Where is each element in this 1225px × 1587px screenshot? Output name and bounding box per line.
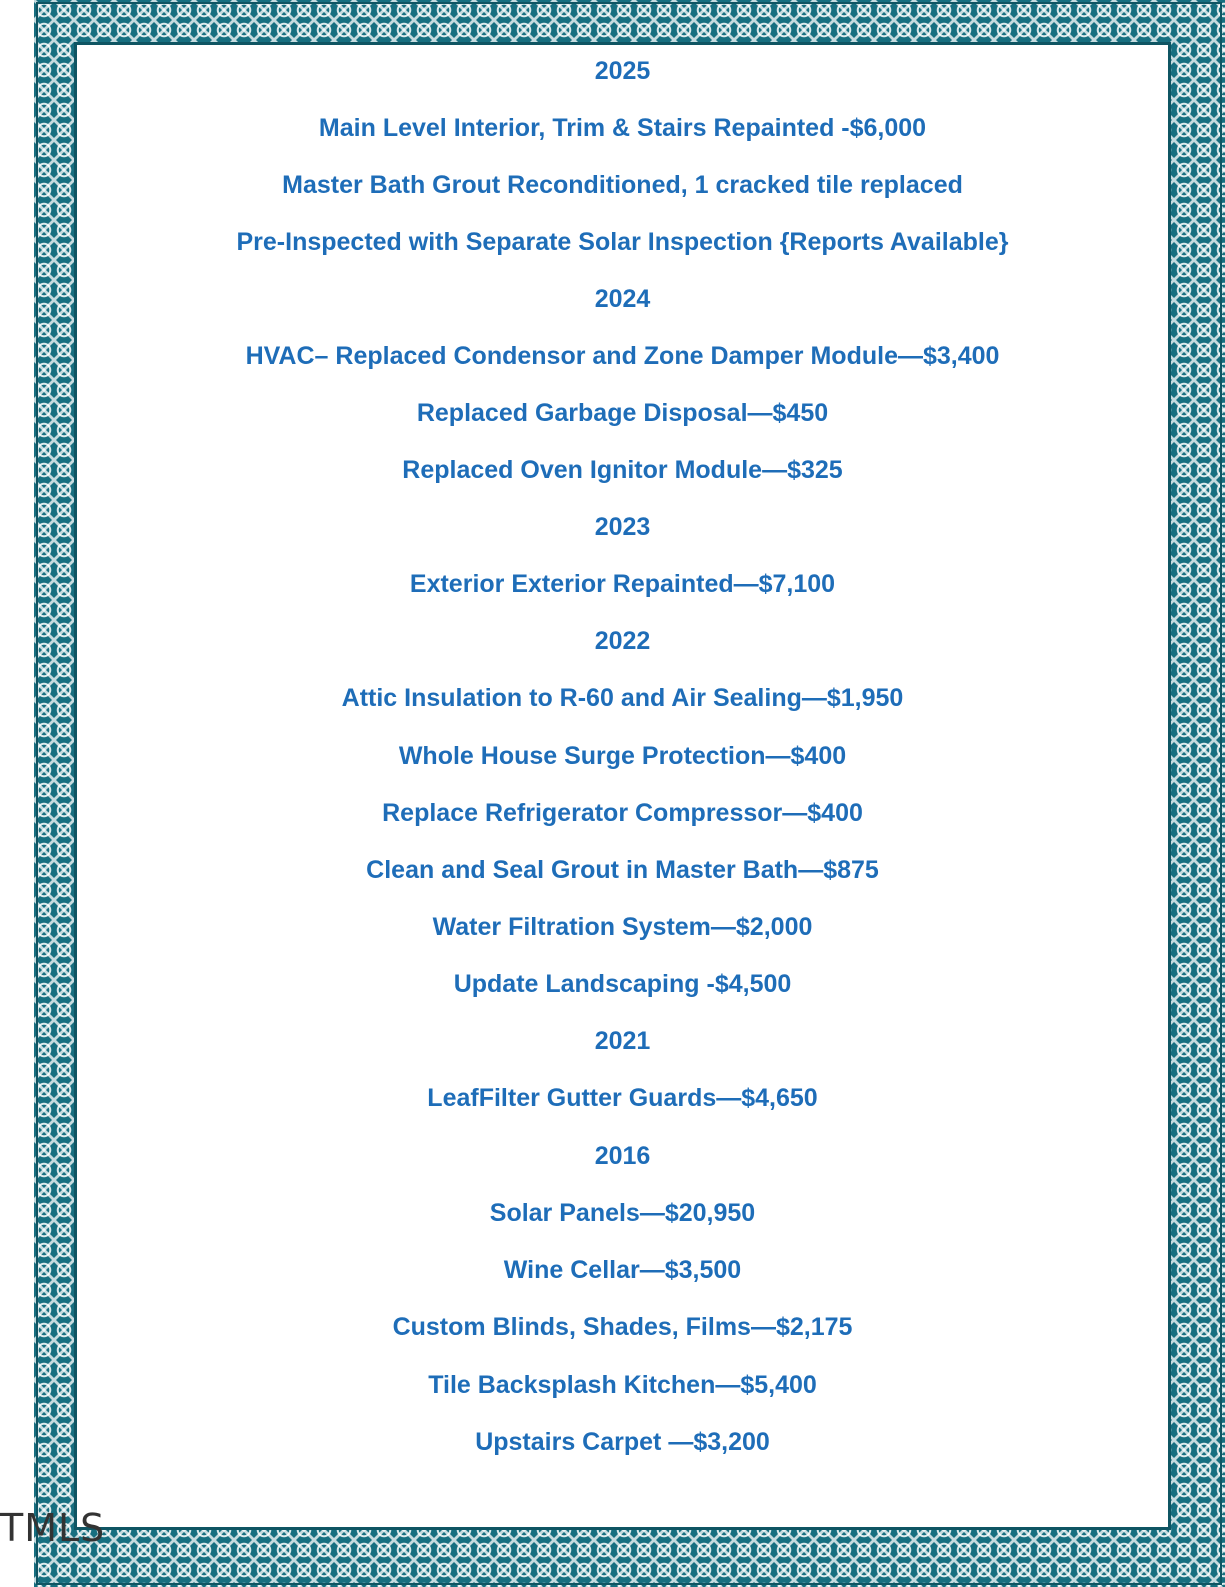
list-item: Custom Blinds, Shades, Films—$2,175	[392, 1313, 853, 1341]
list-item: Master Bath Grout Reconditioned, 1 cracked tile replaced	[282, 171, 963, 199]
list-item: Main Level Interior, Trim & Stairs Repainted -$6,000	[318, 114, 927, 142]
list-item: Pre-Inspected with Separate Solar Inspection {Reports Available}	[236, 228, 1009, 256]
year-heading-2022: 2022	[594, 627, 651, 655]
mls-watermark: TMLS	[0, 1506, 106, 1550]
list-item: Water Filtration System—$2,000	[432, 913, 813, 941]
list-item: Update Landscaping -$4,500	[453, 970, 792, 998]
list-item: Clean and Seal Grout in Master Bath—$875	[366, 856, 879, 884]
list-item: Replace Refrigerator Compressor—$400	[382, 799, 863, 827]
list-item: Exterior Exterior Repainted—$7,100	[409, 570, 836, 598]
list-item: Tile Backsplash Kitchen—$5,400	[428, 1371, 817, 1399]
year-heading-2025: 2025	[594, 57, 651, 85]
list-item: Replaced Oven Ignitor Module—$325	[402, 456, 843, 484]
year-heading-2016: 2016	[594, 1142, 651, 1170]
list-item: LeafFilter Gutter Guards—$4,650	[427, 1084, 818, 1112]
year-heading-2023: 2023	[594, 513, 651, 541]
year-heading-2024: 2024	[594, 285, 651, 313]
list-item: Upstairs Carpet —$3,200	[475, 1428, 770, 1456]
year-heading-2021: 2021	[594, 1027, 651, 1055]
list-item: Solar Panels—$20,950	[489, 1199, 756, 1227]
list-item: Wine Cellar—$3,500	[503, 1256, 742, 1284]
list-item: Replaced Garbage Disposal—$450	[416, 399, 829, 427]
list-item: Whole House Surge Protection—$400	[398, 742, 847, 770]
list-item: HVAC– Replaced Condensor and Zone Damper Module—$3,400	[245, 342, 1000, 370]
improvements-list-panel	[74, 42, 1171, 1530]
list-item: Attic Insulation to R-60 and Air Sealing—$1,950	[341, 684, 904, 712]
